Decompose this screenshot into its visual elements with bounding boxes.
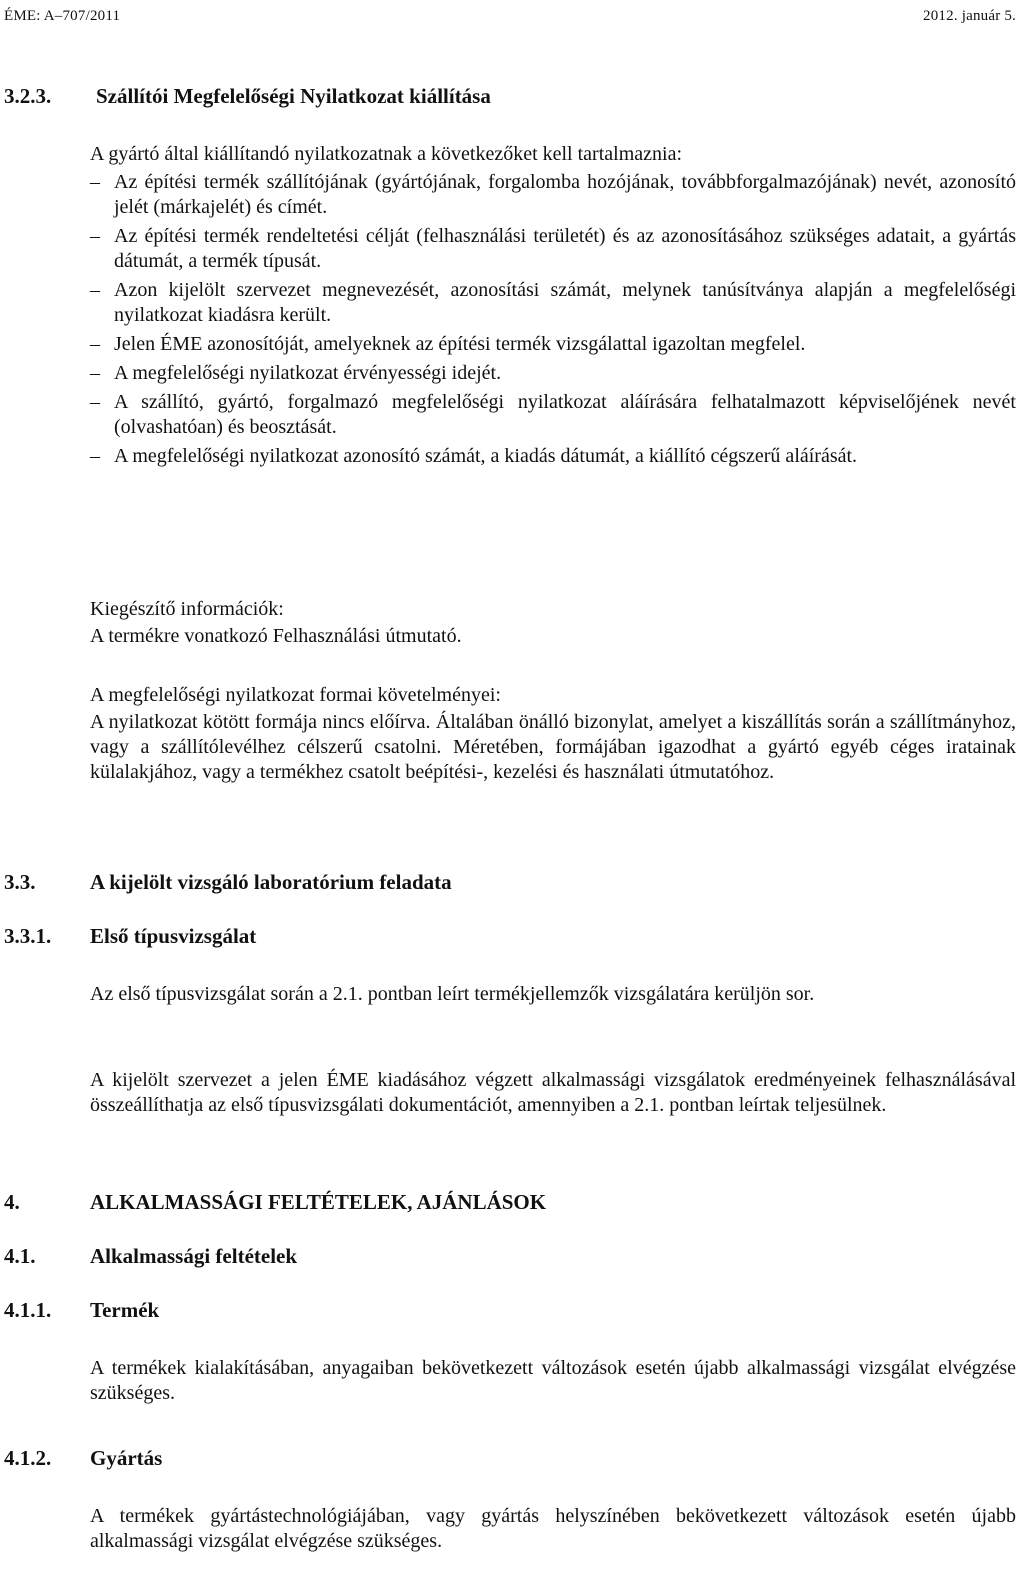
supplementary-text: A termékre vonatkozó Felhasználási útmutató. (90, 625, 462, 647)
declaration-requirements-list (90, 170, 1016, 473)
dash-bullet: – (90, 445, 100, 467)
list-item-text: A megfelelőségi nyilatkozat érvényességi idejét. (114, 362, 502, 384)
list-item-text: Jelen ÉME azonosítóját, amelyeknek az építési termék vizsgálattal igazoltan megfelel. (114, 333, 806, 355)
section-number: 3.3. (4, 870, 36, 894)
list-item (90, 224, 1016, 274)
product-change-text: A termékek kialakításában, anyagaiban bekövetkezett változások esetén újabb alkalmassági vizsgálat elvégzése szükséges. (90, 1357, 1016, 1404)
section-title: Szállítói Megfelelőségi Nyilatkozat kiállítása (96, 84, 491, 108)
section-title: Gyártás (90, 1446, 163, 1470)
section-number: 4.1.1. (4, 1298, 52, 1322)
dash-bullet: – (90, 171, 100, 193)
list-item (90, 170, 1016, 220)
document-id: ÉME: A–707/2011 (4, 8, 121, 24)
formal-requirements-label: A megfelelőségi nyilatkozat formai követelményei: (90, 684, 501, 706)
list-item (90, 444, 1016, 469)
section-title: A kijelölt vizsgáló laboratórium feladata (90, 870, 452, 894)
dash-bullet: – (90, 279, 100, 301)
section-number: 4.1. (4, 1244, 36, 1268)
type-test-paragraph-1: Az első típusvizsgálat során a 2.1. pontban leírt termékjellemzők vizsgálatára kerüljön sor. (90, 983, 815, 1005)
dash-bullet: – (90, 225, 100, 247)
declaration-intro: A gyártó által kiállítandó nyilatkozatnak a következőket kell tartalmaznia: (90, 143, 683, 165)
type-test-paragraph-2: A kijelölt szervezet a jelen ÉME kiadásához végzett alkalmassági vizsgálatok eredményeinek felhasználásával összeállíthatja az első típusvizsgálati dokumentációt, amennyiben a 2.1. pontban leírtak teljesülnek. (90, 1069, 1016, 1116)
formal-requirements-text: A nyilatkozat kötött formája nincs előírva. Általában önálló bizonylat, amelyet a kiszállítás során a szállítmányhoz, vagy a szállítólevélhez célszerű csatolni. Méretében, formájában igazodhat a gyártó egyéb céges iratainak külalakjához, vagy a termékhez csatolt beépítési-, kezelési és használati útmutatóhoz. (90, 711, 1016, 783)
section-title: Termék (90, 1298, 160, 1322)
section-number: 4. (4, 1190, 20, 1214)
list-item-text: A megfelelőségi nyilatkozat azonosító számát, a kiadás dátumát, a kiállító cégszerű aláírását. (114, 445, 858, 467)
dash-bullet: – (90, 391, 100, 413)
list-item (90, 361, 1016, 386)
section-title: Első típusvizsgálat (90, 924, 257, 948)
section-title: Alkalmassági feltételek (90, 1244, 298, 1268)
list-item (90, 390, 1016, 440)
supplementary-label: Kiegészítő információk: (90, 598, 284, 620)
section-number: 4.1.2. (4, 1446, 52, 1470)
production-change-text: A termékek gyártástechnológiájában, vagy gyártás helyszínében bekövetkezett változások esetén újabb alkalmassági vizsgálat elvégzése szükséges. (90, 1505, 1016, 1552)
section-number: 3.2.3. (4, 84, 52, 108)
list-item (90, 278, 1016, 328)
section-title: ALKALMASSÁGI FELTÉTELEK, AJÁNLÁSOK (90, 1190, 547, 1214)
list-item-text: A szállító, gyártó, forgalmazó megfelelőségi nyilatkozat aláírására felhatalmazott képviselőjének nevét (olvashatóan) és beosztását. (114, 391, 1016, 438)
document-date: 2012. január 5. (923, 8, 1016, 24)
list-item-text: Az építési termék szállítójának (gyártójának, forgalomba hozójának, továbbforgalmazójának) nevét, azonosító jelét (márkajelét) és címét. (114, 171, 1016, 218)
section-number: 3.3.1. (4, 924, 52, 948)
list-item (90, 332, 1016, 357)
dash-bullet: – (90, 333, 100, 355)
list-item-text: Azon kijelölt szervezet megnevezését, azonosítási számát, melynek tanúsítványa alapján a megfelelőségi nyilatkozat kiadásra került. (114, 279, 1016, 326)
list-item-text: Az építési termék rendeltetési célját (felhasználási területét) és az azonosításához szükséges adatait, a gyártás dátumát, a termék típusát. (114, 225, 1016, 272)
dash-bullet: – (90, 362, 100, 384)
